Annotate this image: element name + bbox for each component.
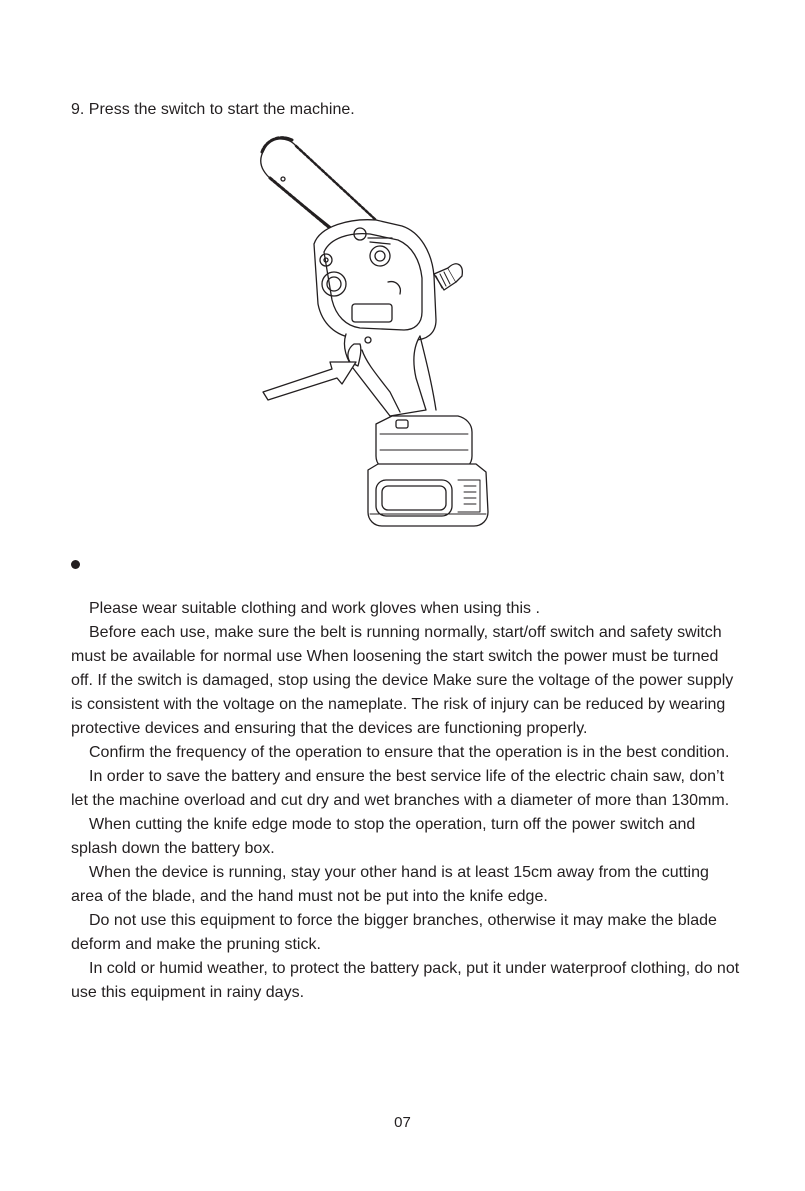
chainsaw-illustration-icon (250, 134, 500, 534)
bullet-marker (71, 560, 80, 569)
arrow-icon (260, 354, 360, 404)
safety-paragraph: Confirm the frequency of the operation to ensure that the operation is in the best condition. (89, 744, 730, 761)
safety-paragraph: In cold or humid weather, to protect the battery pack, put it under waterproof clothing, do not use this equipment in rainy days. (71, 960, 740, 1001)
step-heading: 9. Press the switch to start the machine. (71, 101, 355, 118)
safety-paragraph: Please wear suitable clothing and work gloves when using this . (89, 600, 540, 617)
safety-paragraph: Before each use, make sure the belt is running normally, start/off switch and safety switch must be available for normal use When loosening the start switch the power must be turned off. If the switch is damaged, stop using the device Make sure the voltage of the power supply is consistent with the voltage on the nameplate. The risk of injury can be reduced by wearing protective devices and ensuring that the devices are functioning properly. (71, 624, 734, 737)
page-number: 07 (394, 1114, 411, 1131)
safety-paragraph: When cutting the knife edge mode to stop the operation, turn off the power switch and splash down the battery box. (71, 816, 696, 857)
safety-paragraph: When the device is running, stay your other hand is at least 15cm away from the cutting area of the blade, and the hand must not be put into the knife edge. (71, 864, 709, 905)
safety-paragraph: In order to save the battery and ensure the best service life of the electric chain saw, don’t let the machine overload and cut dry and wet branches with a diameter of more than 130mm. (71, 768, 730, 809)
safety-paragraph: Do not use this equipment to force the bigger branches, otherwise it may make the blade deform and make the pruning stick. (71, 912, 717, 953)
safety-notes (71, 597, 743, 1005)
chainsaw-figure (250, 134, 500, 534)
